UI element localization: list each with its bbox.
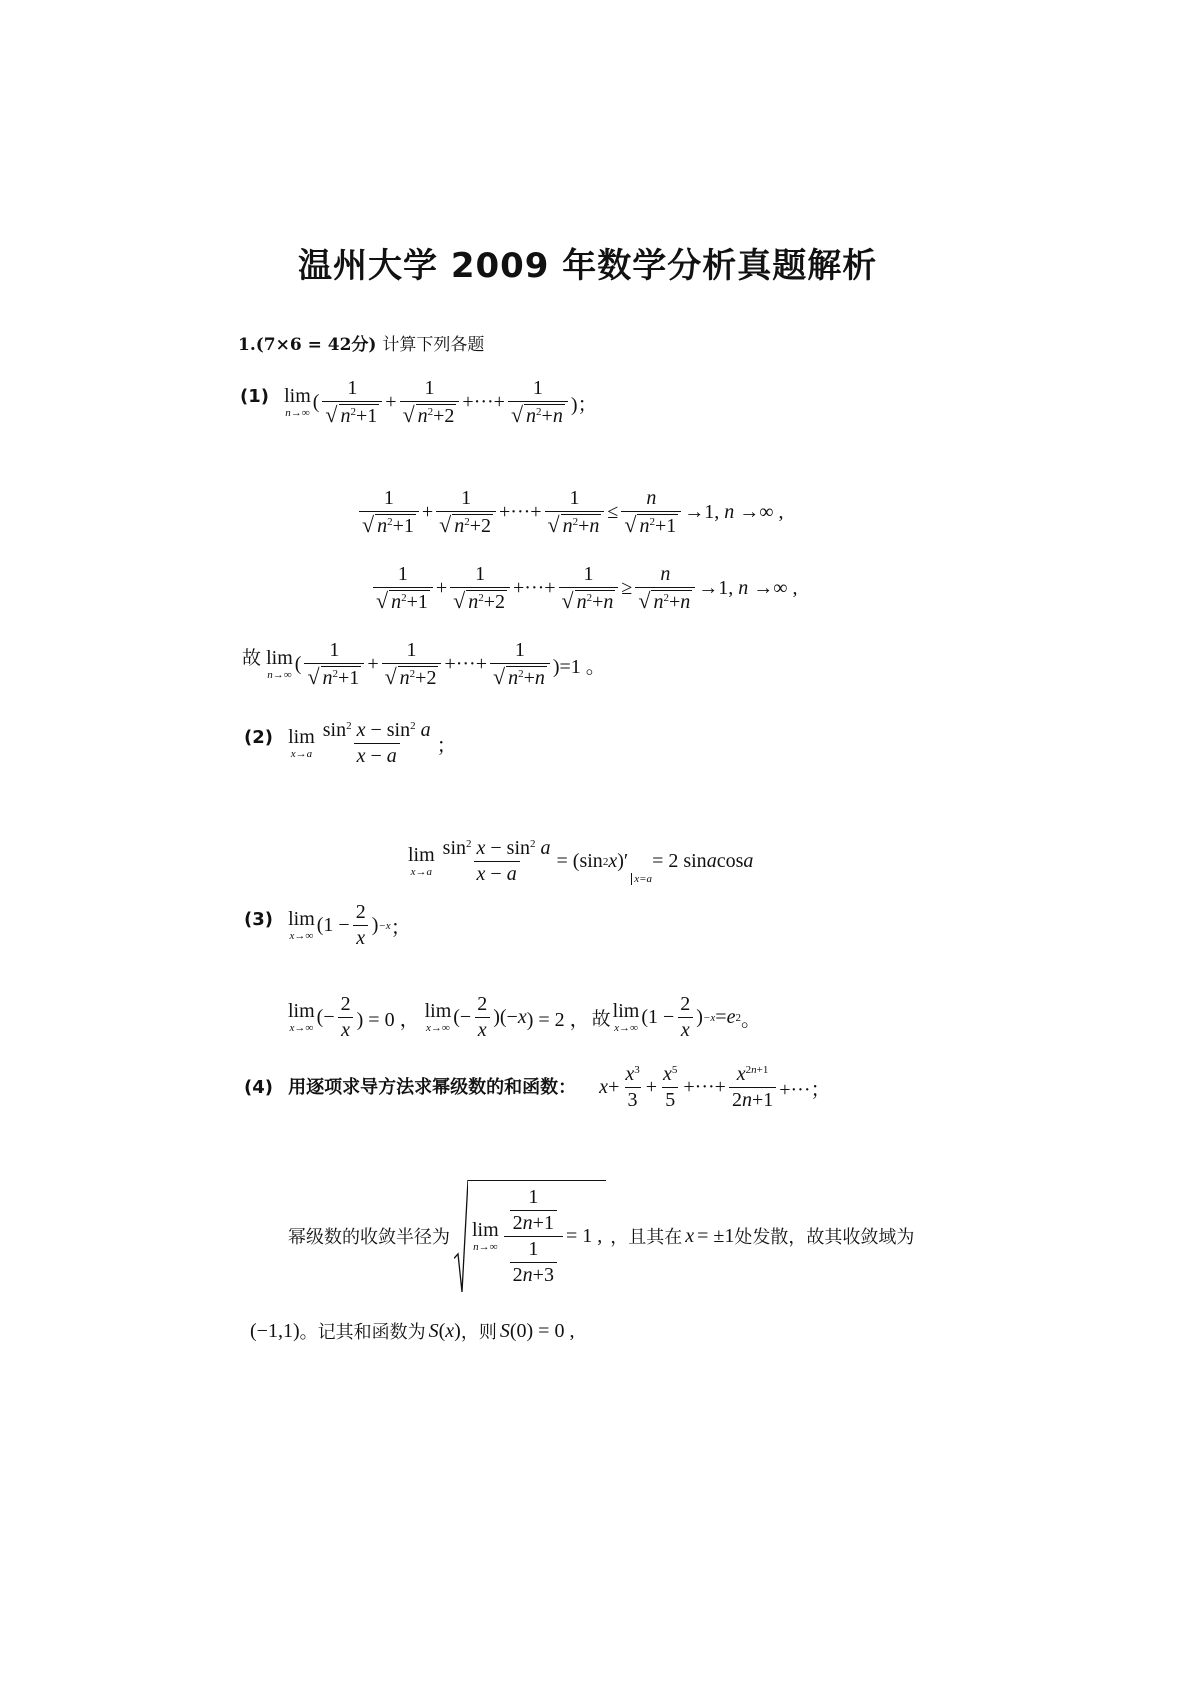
problem-2-solution: lim x→a $\frac{\sin^2 x - \sin^2 a}{x - a}$ = (sin 2 x )′ x=a = 2 sin a cos a [408, 837, 754, 885]
diverge-text: 处发散，故其收敛域为 [734, 1227, 915, 1248]
problem-4-label: (4) [244, 1077, 273, 1098]
radius-text: 幂级数的收敛半径为 [288, 1227, 450, 1248]
problem-3-label: (3) [244, 909, 273, 930]
problem-4-series: x + $\frac{x^3}{3}$ + $\frac{x^5}{5}$ +···+ $\frac{x^{2n+1}}{2n+1}$ +···； [599, 1063, 831, 1111]
ratio-sqrt: lim n→∞ $\frac{\frac{1}{2n+1}}{\frac{1}{2n+3}}$ = 1 , [454, 1180, 606, 1292]
section-score: (7×6 = 42分) [255, 335, 377, 355]
problem-1-label: (1) [240, 386, 269, 407]
problem-1-lower-bound: 1 √ $n^2+1$ + 1 √ $n^2+2$ +···+ 1 √ $n^2+n$ ≥ n √ $n^2+n$ →1, n →∞ , [370, 564, 798, 613]
problem-3 [244, 902, 411, 949]
problem-3-solution: lim x→∞ (− $\frac{2}{x}$ ) = 0 ， lim x→∞ (− $\frac{2}{x}$ )(− x ) = 2 ， 故 lim x→∞ (1 − $\frac{2}{x}$ ) −x = e 2 。 [288, 993, 761, 1041]
section-instruction: 计算下列各题 [382, 335, 485, 355]
problem-4 [244, 1064, 831, 1111]
problem-4-sum-function: (−1,1) 。记其和函数为 S ( x ) ，则 S (0) = 0 , [250, 1319, 575, 1343]
convergence-interval: (−1,1) [250, 1319, 300, 1342]
problem-3-formula: lim x→∞ (1 − $\frac{2}{x}$ ) −x ； [288, 901, 411, 949]
endpoint-text: ，且其在 [610, 1227, 683, 1248]
problem-1-upper-bound: 1 √ $n^2+1$ + 1 √ $n^2+2$ +···+ 1 √ $n^2+n$ ≤ n √ $n^2+1$ →1, n →∞ , [356, 488, 784, 537]
problem-4-radius: 幂级数的收敛半径为 lim n→∞ $\frac{\frac{1}{2n+1}}{\frac{1}{2n+3}}$ = 1 , ，且其在 x = ±1 处发散，故其收敛域为 [288, 1180, 914, 1292]
problem-4-statement: 用逐项求导方法求幂级数的和函数： [288, 1077, 577, 1098]
problem-2 [244, 720, 457, 767]
problem-1-formula: lim n→∞ ( 1 √ $n^2+1$ + 1 √ $n^2+2$ +···+ 1 √ $n^2+n$ )； [284, 377, 598, 427]
then-text: ，则 [460, 1322, 497, 1343]
problem-2-label: (2) [244, 727, 273, 748]
section-1-heading [238, 330, 484, 355]
sum-function-text: 。记其和函数为 [299, 1322, 426, 1343]
problem-2-formula: lim x→a $\frac{\sin^2 x - \sin^2 a}{x - a}$ ； [288, 719, 457, 767]
section-number: 1. [238, 335, 256, 355]
therefore-text: 故 [242, 647, 262, 669]
problem-1-conclusion: 故 lim n→∞ ( 1 √ $n^2+1$ + 1 √ $n^2+2$ +···+ 1 √ $n^2+n$ )=1 。 [242, 639, 606, 689]
problem-1 [240, 378, 598, 427]
page-title: 温州大学 2009 年数学分析真题解析 [298, 246, 878, 286]
